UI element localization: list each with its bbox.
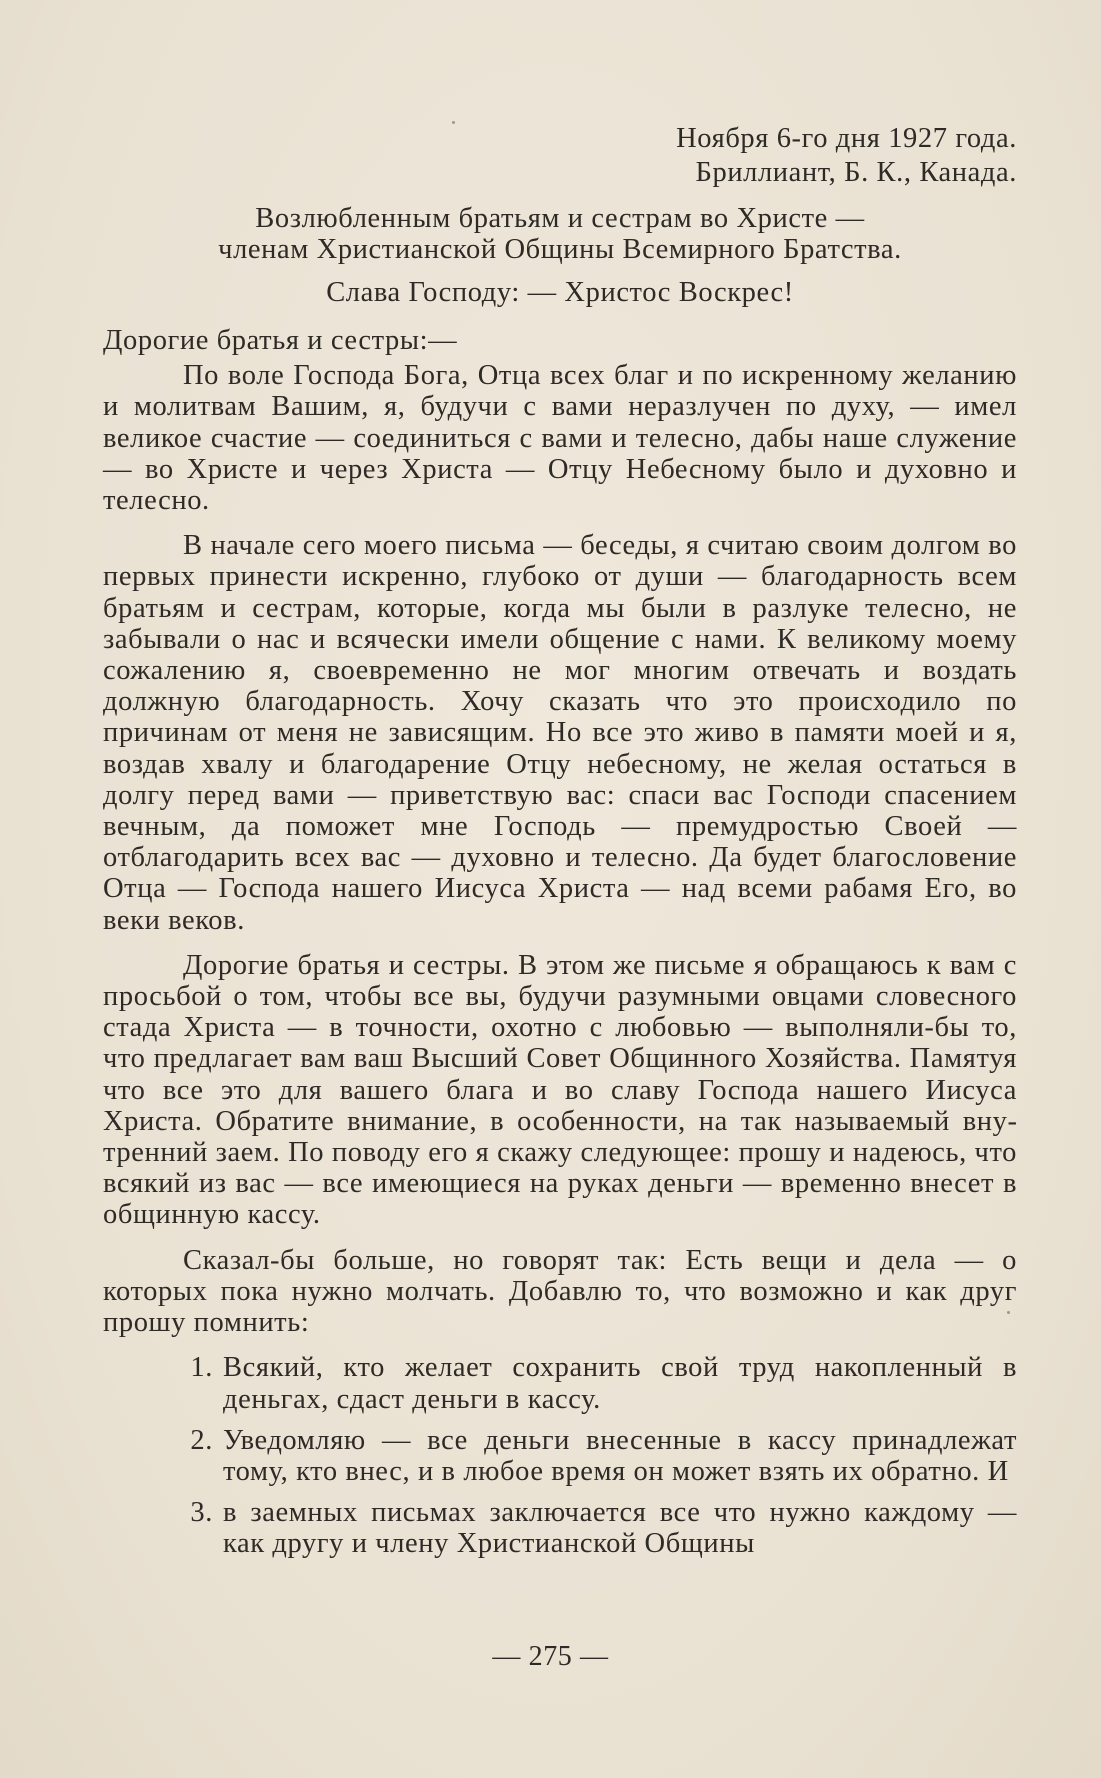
letter-body (103, 325, 1017, 1570)
list-number: 2. (190, 1424, 213, 1456)
list-text: Уведомляю — все деньги внесенные в кассу принадлежат тому, кто внес, и в любое время он может взять их обратно. И (223, 1424, 1017, 1487)
page-number: — 275 — (492, 1641, 609, 1672)
salutation: Дорогие братья и сестры:— (103, 325, 458, 356)
dateline (676, 122, 1017, 190)
paragraph-2: В начале сего моего письма — беседы, я считаю своим долгом во первых принести искренно, глубоко от души — благодарность всем братьям и сестрам, которые, когда мы были в разлуке телесно, не забывали о нас и всячески имели общение с нами. К великому моему сожалению я, своевременно не мог многим отвечать и воздать должную благодарность. Хочу сказать что это происходило по причинам от меня не зависящим. Но все это живо в памяти моей и я, воздав хвалу и благодарение Отцу небесному, не желая остаться в долгу перед вами — приветствую вас: спаси вас Господи спасением вечным, да поможет мне Господь — премудростью Своей — отблагодарить всех вас — духовно и телесно. Да будет благословение Отца — Господа нашего Иисуса Христа — над всеми рабамя Его, во веки веков. (103, 530, 1017, 936)
list-number: 3. (190, 1497, 213, 1529)
list-item (103, 1497, 1017, 1559)
letter-greeting: Слава Господу: — Христос Воскрес! (326, 277, 794, 308)
list-item (103, 1425, 1017, 1487)
letter-place: Бриллиант, Б. К., Канада. (695, 157, 1017, 188)
letter-address (103, 203, 1017, 308)
address-line-2: членам Христианской Общины Всемирного Братства. (218, 234, 902, 265)
paragraph-1: По воле Господа Бога, Отца всех благ и по искренному желанию и молитвам Вашим, я, будучи с вами неразлучен по духу, — имел великое счастие — соединиться с вами и телесно, дабы наше служение — во Христе и через Христа — Отцу Небесному было и духовно и телесно. (103, 360, 1017, 517)
numbered-list (103, 1352, 1017, 1559)
list-text: Всякий, кто желает сохранить свой труд накопленный в деньгах, сдаст деньги в кассу. (223, 1352, 1017, 1415)
paper-speck (1007, 1311, 1010, 1314)
address-line-1: Возлюбленным братьям и сестрам во Христе — (255, 203, 865, 234)
paragraph-3: Дорогие братья и сестры. В этом же письме я обращаюсь к вам с просьбой о том, чтобы все вы, будучи разумными овцами словесного стада Христа — в точности, охотно с любовью — выполняли-бы то, что предлагает вам ваш Высший Совет Общинного Хозяйства. Памятуя что все это для вашего блага и во славу Господа нашего Иисуса Христа. Обратите внимание, в особенности, на так называемый внутренний заем. По поводу его я скажу следующее: прошу и надеюсь, что всякий из вас — все имеющиеся на руках деньги — временно внесет в общинную кассу. (103, 949, 1017, 1231)
paper-speck (452, 121, 455, 124)
letter-date: Ноября 6-го дня 1927 года. (676, 123, 1017, 154)
list-text: в заемных письмах заключается все что нужно каждому — как другу и члену Христианской Общины (223, 1497, 1017, 1560)
list-item (103, 1352, 1017, 1414)
list-number: 1. (190, 1352, 213, 1384)
paragraph-4: Сказал-бы больше, но говорят так: Есть вещи и дела — о которых пока нужно молчать. Добавлю то, что возможно и как друг прошу помнить: (103, 1244, 1017, 1339)
